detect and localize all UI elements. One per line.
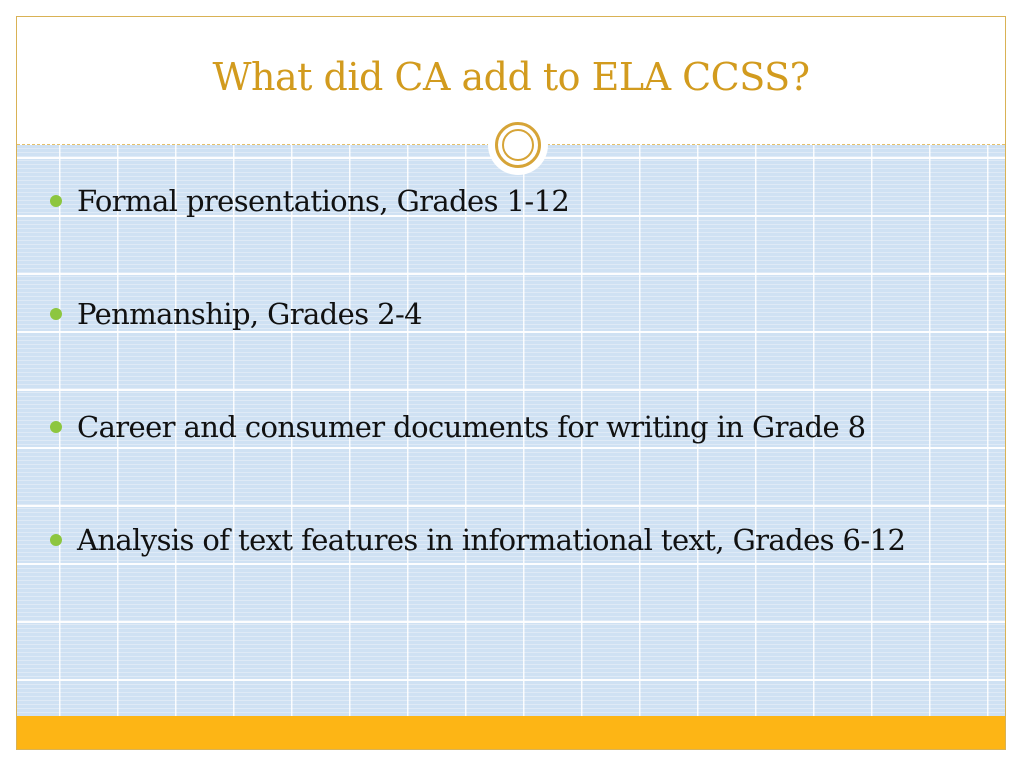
bullet-text: Formal presentations, Grades 1-12 — [77, 184, 570, 218]
inner-ring — [502, 129, 534, 161]
bullet-dot-icon — [50, 308, 62, 320]
bullet-dot-icon — [50, 534, 62, 546]
bullet-dot-icon — [50, 195, 62, 207]
title-ornament — [488, 115, 548, 175]
bullet-text: Penmanship, Grades 2-4 — [77, 297, 422, 331]
bullet-list — [47, 181, 977, 560]
footer-bar — [17, 716, 1005, 750]
slide-title: What did CA add to ELA CCSS? — [212, 55, 810, 99]
bullet-item — [47, 407, 977, 447]
double-ring-icon — [495, 122, 541, 168]
bullet-dot-icon — [50, 421, 62, 433]
bullet-text: Career and consumer documents for writing in Grade 8 — [77, 410, 866, 444]
bullet-item — [47, 181, 977, 221]
bullet-item — [47, 294, 977, 334]
bullet-item — [47, 520, 977, 560]
slide — [16, 16, 1006, 750]
bullet-text: Analysis of text features in informational text, Grades 6-12 — [77, 523, 906, 557]
